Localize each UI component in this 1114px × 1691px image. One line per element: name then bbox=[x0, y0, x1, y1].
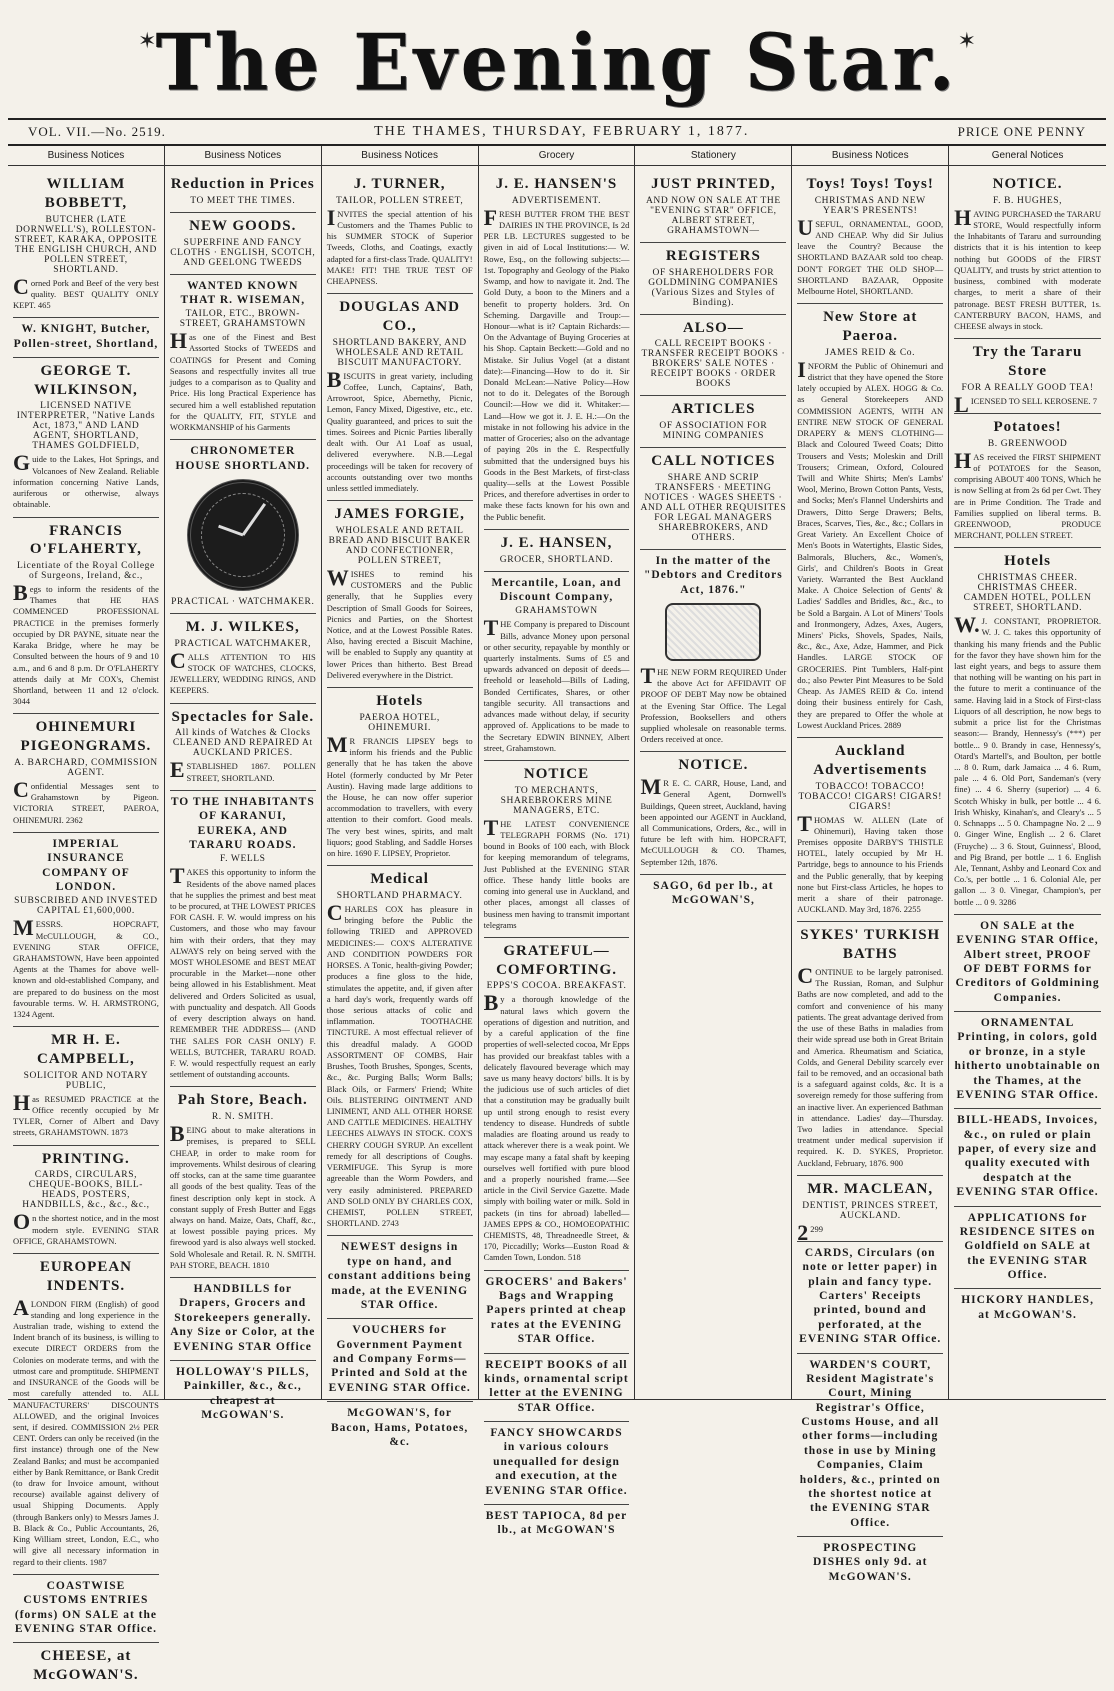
advertisement bbox=[797, 304, 943, 738]
advertisement-headline: NOTICE. bbox=[678, 757, 749, 774]
advertisement bbox=[327, 866, 473, 1236]
advertisement-headline: New Store at Paeroa. bbox=[823, 309, 918, 345]
column-heading: General Notices bbox=[949, 146, 1106, 166]
advertisement bbox=[170, 1278, 316, 1361]
column-2 bbox=[165, 146, 322, 1422]
advertisement-headline: Potatoes! bbox=[993, 418, 1062, 435]
advertisement-subhead: Licentiate of the Royal College of Surgeons, Ireland, &c., bbox=[17, 561, 155, 581]
advertisement-subhead: GRAHAMSTOWN bbox=[515, 606, 598, 617]
advertisement bbox=[170, 614, 316, 704]
advertisement-headline: Hotels bbox=[1004, 553, 1051, 570]
advertisement bbox=[484, 171, 630, 530]
advertisement-headline: Auckland Advertisements bbox=[813, 743, 928, 778]
advertisement-body: HAS received the FIRST SHIPMENT of POTATOES for the Season, comprising ABOUT 400 TONS, Which he is now Selling at from 2s 6d per Cwt. They are in Prime Condition. The Trade and Families supplied on liberal terms. B. GREENWOOD, PRODUCE MERCHANT, POLLEN STREET. bbox=[954, 447, 1102, 541]
advertisement bbox=[640, 875, 786, 914]
advertisement bbox=[170, 1361, 316, 1429]
advertisement-body: CALLS ATTENTION TO HIS STOCK OF WATCHES, CLOCKS, JEWELLERY, WEDDING RINGS, AND KEEPERS. bbox=[169, 647, 316, 696]
column-heading: Stationery bbox=[635, 146, 791, 166]
advertisement bbox=[327, 688, 473, 866]
advertisement-body: MR FRANCIS LIPSEY begs to inform his friends and the Public generally that he has taken the above Hotel (formerly conducted by Mr Peter Austin). Having made large additions to the House, he can now offer superior accommodation to travellers, with every attention to their comfort. Good meals. The very best wines, spirits, and malt liquors; good Stabling, and Saddle Horses on hire. 1690 F. LIPSEY, Proprietor. bbox=[326, 731, 473, 859]
advertisement bbox=[484, 938, 630, 1271]
column-heading: Business Notices bbox=[322, 146, 478, 166]
column-heading: Business Notices bbox=[165, 146, 321, 166]
advertisement-headline: GRATEFUL—COMFORTING. bbox=[496, 942, 617, 978]
advertisement-body: Has RESUMED PRACTICE at the Office recently occupied by Mr TYLER, Corner of Albert and Davy streets, GRAHAMSTOWN. 1873 bbox=[13, 1089, 159, 1138]
advertisement bbox=[640, 396, 786, 448]
column-heading: Business Notices bbox=[8, 146, 164, 166]
masthead bbox=[8, 8, 1106, 118]
advertisement-subhead: JAMES REID & Co. bbox=[825, 347, 916, 358]
advertisement bbox=[797, 1242, 943, 1354]
advertisement bbox=[13, 171, 159, 318]
advertisement-headline: WARDEN'S COURT, Resident Magistrate's Court, Mining Registrar's Office, Customs House, and all other forms—including those in use by Mining Companies, Claim holders, &c., printed on the shortest notice at the EVENING STAR Office. bbox=[799, 1358, 941, 1529]
advertisement bbox=[170, 275, 316, 441]
advertisement-subhead: CHRISTMAS CHEER. CHRISTMAS CHEER. CAMDEN HOTEL, POLLEN STREET, SHORTLAND. bbox=[963, 573, 1092, 614]
advertisement-headline: PRINTING. bbox=[42, 1150, 130, 1167]
advertisement-body: Corned Pork and Beef of the very best quality. BEST QUALITY ONLY KEPT. 465 bbox=[13, 273, 159, 310]
advertisement-subhead: SOLICITOR AND NOTARY PUBLIC, bbox=[23, 1070, 149, 1091]
advertisement-headline: TO THE INHABITANTS OF KARANUI, EUREKA, AND TARARU ROADS. bbox=[170, 795, 315, 851]
advertisement-body: MR E. C. CARR, House, Land, and General Agent, Dornwell's Buildings, Queen street, Auckland, having been appointed our AGENT in Auckland, all Communications, Orders, &c., will in future be left with him. HOPCRAFT, McCULLOUGH & CO. Thames, September 12th, 1876. bbox=[640, 774, 787, 867]
advertisement bbox=[170, 1087, 316, 1278]
advertisement-headline: J. TURNER, bbox=[353, 176, 446, 192]
clock-icon bbox=[187, 479, 299, 591]
advertisement-subhead: CHRISTMAS AND NEW YEAR'S PRESENTS! bbox=[814, 195, 926, 216]
advertisement bbox=[13, 833, 159, 1027]
advertisement-headline: In the matter of the "Debtors and Creditors Act, 1876." bbox=[644, 554, 783, 596]
advertisement bbox=[170, 213, 316, 275]
advertisement-subhead: CALL RECEIPT BOOKS · TRANSFER RECEIPT BOOKS · BROKERS' SALE NOTES · RECEIPT BOOKS · ORDER BOOKS bbox=[641, 339, 786, 390]
advertisement bbox=[954, 339, 1101, 417]
advertisement bbox=[954, 414, 1101, 549]
advertisement-subhead: GROCER, SHORTLAND. bbox=[499, 554, 614, 565]
advertisement-headline: Mercantile, Loan, and Discount Company, bbox=[491, 576, 622, 603]
advertisement-subhead: PAEROA HOTEL, OHINEMURI. bbox=[359, 712, 440, 733]
advertisement bbox=[13, 1146, 159, 1254]
column-3 bbox=[322, 146, 479, 1448]
advertisement bbox=[484, 572, 630, 761]
advertisement bbox=[954, 171, 1101, 339]
advertisement-body: CHARLES COX has pleasure in bringing before the Public the following TRIED and APPROVED MEDICINES:— COX'S ALTERATIVE AND CONDITION POWDERS FOR HORSES. A Tonic, health-giving Powder; produces a fine gloss to the hide, stimulates the appetite, and, if given after a hard day's work, frequently wards off those serious attacks of colic and inflammation. TOOTHACHE TINCTURE. A most effectual reliever of this dreadful malady. A GOOD ASSORTMENT OF COMBS, Hair Brushes, Tooth Brushes, Sponges, Scents, &c., &c. Purging Balls; Worm Balls; Black Oils, or Farmers' Friend; White Oils. BLISTERING OINTMENT AND LINIMENT, AND ALL OTHER HORSE AND CATTLE MEDICINES. HEALTHY LEECHES ALWAYS IN STOCK. COX'S CHERRY COUGH SYRUP. An excellent remedy for all descriptions of Coughs. VERMIFUGE. This Syrup is more agreeable than the Worm Powders, and very easily administered. PREPARED AND SOLD ONLY BY CHARLES COX, CHEMIST, POLLEN STREET, SHORTLAND. 2743 bbox=[326, 900, 473, 1229]
star-ornament-icon: ✶ bbox=[138, 28, 157, 53]
advertisement-body: On the shortest notice, and in the most modern style. EVENING STAR OFFICE, GRAHAMSTOWN. bbox=[13, 1209, 159, 1246]
advertisement-subhead: BUTCHER (LATE DORNWELL'S), ROLLESTON-STREET, KARAKA, OPPOSITE THE ENGLISH CHURCH, AND POLLEN STREET, SHORTLAND. bbox=[14, 214, 158, 275]
advertisement-body: MESSRS. HOPCRAFT, McCULLOUGH, & CO., EVENING STAR OFFICE, GRAHAMSTOWN, Have been appointed Agents at the Thames for above well-known and old-established Company, and are prepared to do business on the most favourable terms. W. H. ARMSTRONG, 1324 Agent. bbox=[13, 915, 159, 1020]
advertisement-subhead: EPPS'S COCOA. BREAKFAST. bbox=[486, 981, 627, 992]
advertisement-headline: M. J. WILKES, bbox=[185, 618, 300, 635]
advertisement-subhead: SHARE AND SCRIP TRANSFERS · MEETING NOTICES · WAGES SHEETS · AND ALL OTHER REQUISITES FOR LEGAL MANAGERS SHAREBROKERS, AND OTHERS. bbox=[640, 472, 787, 543]
advertisement-headline: CALL NOTICES bbox=[651, 453, 776, 469]
advertisement-subhead: TO MERCHANTS, SHAREBROKERS MINE MANAGERS, ETC. bbox=[500, 785, 613, 816]
advertisement-headline: NEWEST designs in type on hand, and constant additions being made, at the EVENING STAR Office. bbox=[327, 1241, 472, 1311]
advertisement-headline: Reduction in Prices bbox=[170, 176, 315, 192]
advertisement-subhead: SHORTLAND PHARMACY. bbox=[336, 891, 463, 902]
advertisement-subhead: CARDS, CIRCULARS, CHEQUE-BOOKS, BILL-HEADS, POSTERS, HANDBILLS, &c., &c., &c., bbox=[22, 1170, 150, 1211]
columns bbox=[8, 146, 1106, 1684]
advertisement-headline: CARDS, Circulars (on note or letter paper) in plain and fancy type. Carters' Receipts printed, bound and perforated, at the EVENING STAR Office. bbox=[799, 1246, 942, 1346]
advertisement-headline: EUROPEAN INDENTS. bbox=[39, 1259, 133, 1294]
advertisement bbox=[954, 1207, 1101, 1290]
dateline bbox=[8, 118, 1106, 146]
advertisement-headline: ALSO— bbox=[682, 319, 744, 336]
advertisement bbox=[954, 1289, 1101, 1328]
place-date: THE THAMES, THURSDAY, FEBRUARY 1, 1877. bbox=[374, 124, 750, 139]
advertisement bbox=[954, 1109, 1101, 1206]
advertisement-headline: WANTED KNOWN THAT R. WISEMAN, bbox=[180, 279, 306, 306]
advertisement-headline: SAGO, 6d per lb., at McGOWAN'S, bbox=[653, 879, 774, 907]
advertisement bbox=[484, 761, 630, 938]
advertisement bbox=[170, 440, 316, 614]
advertisement-headline: CHEESE, at McGOWAN'S. bbox=[33, 1648, 139, 1684]
advertisement bbox=[954, 548, 1101, 914]
advertisement-body: Confidential Messages sent to Grahamstown by Pigeon. VICTORIA STREET, PAEROA, OHINEMURI. 2362 bbox=[13, 776, 159, 825]
advertisement bbox=[797, 922, 943, 1175]
advertisement-headline: HICKORY HANDLES, at McGOWAN'S. bbox=[961, 1294, 1094, 1321]
advertisement-headline: JUST PRINTED, bbox=[651, 176, 776, 192]
advertisement-headline: DOUGLAS AND CO., bbox=[339, 299, 460, 335]
advertisement-body: WISHES to remind his CUSTOMERS and the Public generally, that he Supplies every Description of Small Goods for Soirees, Picnics and Parties, on the Shortest Notice, and at the Lowest Possible Rates. Also, having erected a Biscuit Machine, will be enabled to Supply any quantity at lower Prices than hitherto. Best Bread Delivered everywhere in the District. bbox=[326, 564, 473, 680]
advertisement-headline: RECEIPT BOOKS of all kinds, ornamental script letter at the EVENING STAR Office. bbox=[484, 1358, 629, 1414]
advertisement-subhead: TAILOR, ETC., BROWN-STREET, GRAHAMSTOWN bbox=[179, 309, 306, 330]
advertisement-headline: ORNAMENTAL Printing, in colors, gold or bronze, in a style hitherto unobtainable on the Thames, at the EVENING STAR Office. bbox=[954, 1017, 1101, 1101]
advertisement-subhead: ADVERTISEMENT. bbox=[511, 195, 602, 206]
advertisement bbox=[954, 915, 1101, 1012]
advertisement bbox=[13, 518, 159, 715]
advertisement-headline: FRANCIS O'FLAHERTY, bbox=[29, 522, 142, 558]
advertisement-body: FRESH BUTTER FROM THE BEST DAIRIES IN THE PROVINCE, Is 2d PER LB. LECTURES suggested to be given in aid of Local Institutions:— W. Rowe, Esq., on the following subjects:—1st. Topography and Geology of the Piako Swamp, and how to navigate it. 2nd. The Gold Duty, a boon to the Miners and a benefit to property holders. 3rd. On Scheming. Dargaville and Troup:—Honour—what is it? Captain Richards:—On the Advantage of Buying Groceries at his Shop. Captain Beckett:—Gold and no Mistake. Sir Julius Vogel (at a distant date):—Financing—How to do it. Sir Donald McLean:—Native Policy—How not to do it. Delegates of the Borough Council:—How we did it. Whitaker:—Land—How we got it. J. E. H.:—On the mistake in not following his advice in the matter of Groceries; also on the advantage of paying 20s in the £. Respectfully submitted that the undersigned buys his Goods in the Best Markets, of first-class quality—sells at the Lowest Possible Prices, and therefore advertises in order to make these facts known for his own and the Public benefit. bbox=[483, 204, 630, 522]
advertisement-body: HAVING PURCHASED the TARARU STORE, Would respectfully inform the Inhabitants of Tararu and surrounding districts that it is his intention to keep nothing but GOODS of the FIRST QUALITY, and trusts by strict attention to business, combined with moderate charges, to merit a share of their patronage. BEST FRESH BUTTER, 1s. CANTERBURY BACON, HAMS, and CHEESE always in stock. bbox=[954, 204, 1102, 331]
advertisement-headline: REGISTERS bbox=[665, 247, 761, 264]
advertisement-subhead: All kinds of Watches & Clocks CLEANED AND REPAIRED At AUCKLAND PRICES. bbox=[172, 728, 313, 759]
advertisement-body: BISCUITS in great variety, including Coffee, Lunch, Captains', Bath, Arrowroot, Spice, Abernethy, Picnic, Lemon, Fancy Mixed, Digestive, etc., etc. Quality guaranteed, and prices to suit the times. Soirees and Picnic Parties liberally dealt with. Our A1 Loaf as usual, delivered everywhere. N.B.—Legal proceedings will be taken for recovery of accounts outstanding over two months unless settled immediately. bbox=[326, 366, 473, 493]
advertisement bbox=[640, 243, 786, 315]
advertisement-headline: Medical bbox=[370, 871, 429, 888]
advertisement bbox=[13, 1643, 159, 1691]
advertisement bbox=[640, 171, 786, 243]
advertisement-body: W.J. CONSTANT, PROPRIETOR. W. J. C. takes this opportunity of thanking his many friends and the Public for the favor they have shown him for the last eight years, and begs to assure them that nothing will be wanting on his part in the future to merit a continuance of the same. Having laid in a Stock of First-class Liquors of all description, he now begs to submit a price list for the Christmas season:— Brandy, Hennessy's (***) per bottle... 9 0. Brandy in case, Hennessy's, Otard's Martell's, and Boulton, per bottle ... 8 0. Rum, dark Jamaica ... 4 6. Rum, pale ... 4 6. Old Port, Sandeman's (very fine) ... 4 6. Sherry (superior) ... 4 6. Scotch Whisky in bulk, per bottle ... 4 6. Irish Whisky, Kinahan's, and Cleary's ... 5 0. Schnapps ... 5 0. Champagne No. 2 ... 9 0. Ginger Wine, English ... 2 6. Claret (Fruyche) ... 3 6. Stout, Guinness', Blood, and Pig Brand, per bottle ... 1 6. English Ale, Tennant, Ashby and Leonard Cox and Co.'s, per bottle ... 1 6. Colonial Ale, per gallon ... 3 0. Vinegar, Champion's, per bottle ... 0 9. 3286 bbox=[954, 612, 1102, 907]
advertisement-body: By a thorough knowledge of the natural laws which govern the operations of digestion and nutrition, and by a careful application of the fine properties of well-selected cocoa, Mr Epps has provided our breakfast tables with a delicately flavoured beverage which may save us many heavy doctors' bills. It is by the judicious use of such articles of diet that a constitution may be gradually built up until strong enough to resist every tendency to disease. Hundreds of subtle maladies are floating around us ready to attack wherever there is a weak point. We may escape many a fatal shaft by keeping ourselves well fortified with pure blood and a properly nourished frame.—See article in the Civil Service Gazette. Made simply with boiling water or milk. Sold in packets (in tins for abroad) labelled— JAMES EPPS & CO., HOMOEOPATHIC CHEMISTS, 48, Threadneedle Street, & 170, Piccadilly; Works—Euston Road & Camden Town, London. 518 bbox=[483, 990, 630, 1263]
advertisement bbox=[484, 530, 630, 572]
advertisement bbox=[797, 1537, 943, 1590]
advertisement bbox=[797, 171, 943, 304]
advertisement-headline: GEORGE T. WILKINSON, bbox=[34, 362, 138, 398]
advertisement bbox=[13, 1254, 159, 1575]
column-heading: Business Notices bbox=[792, 146, 948, 166]
advertisement-body: THE LATEST CONVENIENCE TELEGRAPH FORMS (No. 171) bound in Books of 100 each, with Block for keeping memorandum of telegrams, Just Published at the EVENING STAR office. These handy little books are coming into general use in Auckland, and other places, amongst all classes of business men having to transmit important telegrams bbox=[483, 814, 630, 930]
advertisement-subhead: A. BARCHARD, COMMISSION AGENT. bbox=[14, 757, 158, 778]
advertisement-body: INFORM the Public of Ohinemuri and district that they have opened the Store lately occupied by ALEX. HOGG & Co. as General Storekeepers AND COMMISSION AGENTS, WITH AN ENTIRE NEW STOCK OF GENERAL DRAPERY & MEN'S CLOTHING— Black and Coloured Tweed Coats; Ditto Trousers and Vests; Moleskin and Drill Trousers; Crimean, Oxford, Coloured Twill and White Shirts; Men's Lambs' Wool, Merino, Brown Cotton Pants, Vests, and Socks; Men's Flannel Undershirts and Drawers, Ditto Serge Drawers; Belts, Braces, Scarves, Ties, &c., &c.; Collars in Great Variety. An Excellent Choice of Men's Boots in Watertights, Elastic Sides, Balmorals, Bluchers, &c., Women's, Girls', and Children's Boots in Great Variety. Warranted the Best Auckland Make. A Choice Selection of Gents' & Ladies' Saddles and Bridles, &c., &c., to be Sold a Bargain. A Lot of Miners' Tools and Ironmongery, Adzes, Axes, Augers, Miners' Picks, Shovels, Spades, Nails, &c., &c., Axe, Adze, Hammer, and Pick Handles. LARGE STOCK OF GROCERIES. Pint Tumblers, Half-pint do.; also Pewter Pint Measures to be Sold Cheap. As JAMES REID & Co. intend doing their business entirely for Cash, they are prepared to Offer the whole at Lowest Auckland Prices. 2889 bbox=[797, 356, 944, 730]
advertisement-headline: NOTICE. bbox=[992, 176, 1063, 192]
clock-dial bbox=[201, 493, 285, 577]
column-heading: Grocery bbox=[479, 146, 635, 166]
advertisement bbox=[13, 1027, 159, 1145]
crest-ornament-icon bbox=[665, 603, 761, 661]
advertisement-subhead: PRACTICAL · WATCHMAKER. bbox=[171, 596, 315, 607]
advertisement-body: BEING about to make alterations in premises, is prepared to SELL CHEAP, in order to make room for improvements. Whilst desirous of clearing off stocks, can at the same time guarantee all goods of the best quality. Teas of the finest description only kept in stock. A constant supply of Fresh Butter and Eggs always on hand. Maize, Oats, Chaff, &c., at lowest possible paying prices. My firewood yard is also always well stocked. Sold Wholesale and Retail. R. N. SMITH. PAH STORE, BEACH. 1810 bbox=[169, 1121, 316, 1270]
column-4 bbox=[479, 146, 636, 1537]
advertisement-subhead: B. GREENWOOD bbox=[987, 438, 1068, 449]
advertisement-subhead: SUBSCRIBED AND INVESTED CAPITAL £1,600,000. bbox=[14, 896, 158, 917]
advertisement-subhead: R. N. SMITH. bbox=[211, 1112, 274, 1123]
advertisement bbox=[797, 1176, 943, 1245]
advertisement-headline: Toys! Toys! Toys! bbox=[806, 176, 934, 192]
advertisement bbox=[640, 752, 786, 875]
advertisement-headline: VOUCHERS for Government Payment and Company Forms—Printed and Sold at the EVENING STAR Office. bbox=[328, 1324, 471, 1394]
advertisement-headline: McGOWAN'S, for Bacon, Hams, Potatoes, &c. bbox=[330, 1407, 469, 1448]
advertisement-subhead: TAILOR, POLLEN STREET, bbox=[335, 195, 464, 206]
advertisement bbox=[13, 358, 159, 518]
advertisement-subhead: TO MEET THE TIMES. bbox=[190, 195, 296, 206]
advertisement-subhead: SUPERFINE AND FANCY CLOTHS · ENGLISH, SCOTCH, AND GEELONG TWEEDS bbox=[170, 237, 316, 268]
advertisement-headline: Hotels bbox=[376, 693, 424, 710]
price: PRICE ONE PENNY bbox=[957, 124, 1086, 139]
advertisement bbox=[640, 448, 786, 550]
advertisement bbox=[327, 1236, 473, 1319]
advertisement bbox=[640, 315, 786, 397]
advertisement-headline: NOTICE bbox=[523, 766, 590, 782]
advertisement-body: Guide to the Lakes, Hot Springs, and Volcanoes of New Zealand. Reliable information concerning Native Lands, auriferous or otherwise, always obtainable. bbox=[13, 450, 159, 510]
advertisement-body: 2299 bbox=[797, 1219, 824, 1245]
advertisement-subhead: WHOLESALE AND RETAIL BREAD AND BISCUIT BAKER AND CONFECTIONER, POLLEN STREET, bbox=[328, 525, 471, 566]
advertisement bbox=[170, 704, 316, 791]
advertisement-headline: MR H. E. CAMPBELL, bbox=[37, 1032, 135, 1067]
advertisement-headline: APPLICATIONS for RESIDENCE SITES on Goldfield on SALE at the EVENING STAR Office. bbox=[959, 1211, 1096, 1282]
column-1 bbox=[8, 146, 165, 1684]
advertisement bbox=[640, 550, 786, 753]
advertisement bbox=[797, 1354, 943, 1538]
advertisement-body: Begs to inform the residents of the Thames that HE HAS COMMENCED PROFESSIONAL PRACTICE in the premises formerly occupied by DR PAYNE, situate near the Karaka Bridge, where he may be Consulted between the hours of 9 and 10 a.m., and 6 and 8 p.m. Dr O'FLAHERTY attends daily at Mr COX's, Chemist Shortland, between 11 and 12 o'clock. 3044 bbox=[13, 580, 159, 707]
advertisement bbox=[484, 1354, 630, 1423]
advertisement bbox=[797, 738, 943, 922]
advertisement-headline: HOLLOWAY'S PILLS, Painkiller, &c., &c., cheapest at McGOWAN'S. bbox=[176, 1365, 310, 1422]
advertisement-headline: SYKES' TURKISH BATHS bbox=[800, 927, 941, 963]
advertisement-headline: J. E. HANSEN, bbox=[500, 534, 613, 551]
advertisement bbox=[170, 171, 316, 213]
advertisement-headline: BILL-HEADS, Invoices, &c., on ruled or plain paper, of every size and quality executed with despatch at the EVENING STAR Office. bbox=[956, 1114, 1099, 1199]
advertisement-subhead: AND NOW ON SALE AT THE "EVENING STAR" OFFICE, ALBERT STREET, GRAHAMSTOWN— bbox=[645, 195, 781, 236]
advertisement bbox=[327, 1319, 473, 1402]
advertisement bbox=[484, 1422, 630, 1505]
advertisement bbox=[13, 1575, 159, 1644]
advertisement-headline: Try the Tararu Store bbox=[972, 344, 1083, 379]
advertisement-headline: ON SALE at the EVENING STAR Office, Albert street, PROOF OF DEBT FORMS for Creditors of Goldmining Companies. bbox=[955, 919, 1100, 1004]
advertisement-body: ESTABLISHED 1867. POLLEN STREET, SHORTLAND. bbox=[169, 757, 316, 783]
advertisement-subhead: OF ASSOCIATION FOR MINING COMPANIES bbox=[659, 421, 768, 441]
advertisement bbox=[170, 791, 316, 1088]
advertisement-subhead: SHORTLAND BAKERY, AND WHOLESALE AND RETAIL BISCUIT MANUFACTORY. bbox=[332, 337, 467, 368]
advertisement bbox=[327, 294, 473, 501]
advertisement-headline: GROCERS' and Bakers' Bags and Wrapping Papers printed at cheap rates at the EVENING STAR Office. bbox=[485, 1275, 628, 1346]
advertisement-body: THE Company is prepared to Discount Bills, advance Money upon personal or other security, repayable by monthly or quarterly instalments. Sums of £5 and upwards advanced on deposit of deeds—freehold or leasehold—Bills of Lading, Bonded Certificates, Shares, or other tangible security. All transactions and advances made without delay, if security approved of. Applications to be made to the Secretary EDWIN BINNEY, Albert street, Grahamstown. bbox=[483, 615, 630, 753]
advertisement-subhead: DENTIST, PRINCES STREET, AUCKLAND. bbox=[802, 1200, 939, 1221]
advertisement-headline: JAMES FORGIE, bbox=[334, 506, 465, 523]
advertisement-body: ALONDON FIRM (English) of good standing and long experience in the Australian trade, wishing to extend the Indent branch of its business, is willing to execute DIRECT ORDERS from the Colonies on moderate terms, and with the utmost care and promptitude. SHIPMENT and INSURANCE of the Goods will be most carefully attended to. ALL MANUFACTURERS' DISCOUNTS ALLOWED, and the original Invoices sent, if desired. COMMISSION 2½ PER CENT. Orders can only be received (in the first instance) through one of the New Zealand Banks; and must be accompanied either by Bank Remittance, or Bank Credit (to draw for Invoice amount, without recourse) available against delivery of usual Shipping Documents. Apply (through Bankers only) to Messrs James J. B. Black & Co., Public Accountants, 26, King William street, London, E.C., who will give all necessary information in regard to their clients. 1987 bbox=[13, 1294, 159, 1567]
column-6 bbox=[792, 146, 949, 1583]
advertisement bbox=[327, 1402, 473, 1455]
advertisement-subhead: F. WELLS bbox=[220, 854, 266, 865]
column-5 bbox=[635, 146, 792, 1399]
advertisement-headline: OHINEMURI PIGEONGRAMS. bbox=[20, 719, 152, 755]
advertisement-body: THOMAS W. ALLEN (Late of Ohinemuri), Having taken those Premises opposite DARBY'S THISTLE HOTEL, lately occupied by Mr H. Partridge, begs to announce to his Friends and the Public generally, that by keeping none but First-class Articles, he hopes to merit a share of their patronage. AUCKLAND. May 3rd, 1876. 2255 bbox=[797, 810, 944, 915]
advertisement bbox=[484, 1271, 630, 1354]
advertisement-subhead: TOBACCO! TOBACCO! TOBACCO! CIGARS! CIGARS! CIGARS! bbox=[798, 781, 942, 812]
advertisement bbox=[327, 171, 473, 294]
advertisement-body: LICENSED TO SELL KEROSENE. 7 bbox=[954, 391, 1098, 417]
advertisement bbox=[484, 1505, 630, 1544]
advertisement-headline: CHRONOMETER HOUSE SHORTLAND. bbox=[175, 445, 311, 472]
volume-number: VOL. VII.—No. 2519. bbox=[28, 124, 166, 139]
advertisement-headline: MR. MACLEAN, bbox=[807, 1180, 934, 1197]
advertisement-headline: Spectacles for Sale. bbox=[171, 708, 315, 725]
advertisement bbox=[13, 318, 159, 358]
advertisement-headline: IMPERIAL INSURANCE COMPANY OF LONDON. bbox=[42, 837, 130, 893]
advertisement-subhead: LICENSED NATIVE INTERPRETER, "Native Lands Act, 1873," AND LAND AGENT, SHORTLAND, THAMES GOLDFIELD, bbox=[16, 401, 156, 452]
advertisement-headline: ARTICLES bbox=[671, 401, 756, 418]
advertisement-headline: WILLIAM BOBBETT, bbox=[44, 176, 128, 211]
advertisement-body: THE NEW FORM REQUIRED Under the above Act for AFFIDAVIT OF PROOF OF DEBT May now be obtained at the Evening Star Office. The Legal Profession, Booksellers and others supplied wholesale on reasonable terms. Orders received at once. bbox=[640, 662, 787, 745]
advertisement-body: TAKES this opportunity to inform the Residents of the above named places that he supplies the primest and best meat to be procured, at THE LOWEST PRICES FOR CASH. F. W. would impress on his Customers, and those who may favour him with their orders, that they may ALWAYS rely on being served with the MOST WHOLESOME and BEST MEAT procurable in the Market—none other being allowed in his Establishment. Meat delivered and Orders Solicited as usual, with punctuality and despatch. All Goods of every description always on hand. REMEMBER THE ADDRESS— (AND THE SALES FOR CASH ONLY) F. WELLS, BUTCHER, TARARU ROAD. F. W. would respectfully request an early settlement of outstanding accounts. bbox=[169, 863, 316, 1080]
advertisement-body: Has one of the Finest and Best Assorted Stocks of TWEEDS and COATINGS for Present and Coming Seasons and respectfully invites all true judges to a comparison as to Quality and Price. His long Practical Experience has secured him a well established reputation for the QUALITY, FIT, STYLE and WORKMANSHIP of his Garments bbox=[169, 328, 316, 432]
advertisement-subhead: OF SHAREHOLDERS FOR GOLDMINING COMPANIES (Various Sizes and Styles of Binding). bbox=[648, 267, 779, 308]
advertisement-headline: FANCY SHOWCARDS in various colours unequalled for design and execution, at the EVENING STAR Office. bbox=[485, 1427, 628, 1497]
advertisement-headline: COASTWISE CUSTOMS ENTRIES (forms) ON SALE at the EVENING STAR Office. bbox=[14, 1579, 157, 1635]
advertisement bbox=[13, 714, 159, 832]
advertisement-body: USEFUL, ORNAMENTAL, GOOD, AND CHEAP. Why did Sir Julius leave the Country? Because the SHORTLAND BAZAAR sold too cheap. DON'T FORGET THE OLD SHOP— SHORTLAND BAZAAR, Opposite Melbourne Hotel, SHORTLAND. bbox=[797, 214, 944, 297]
advertisement-headline: HANDBILLS for Drapers, Grocers and Storekeepers generally. Any Size or Color, at the EVENING STAR Office bbox=[170, 1283, 316, 1353]
advertisement-body: CONTINUE to be largely patronised. The Russian, Roman, and Sulphur Baths are now completed, and add to the comfort and convenience of his many patients. The great advantage derived from the use of these Baths in maladies from their wide spread use both in Great Britain and America. Rheumatism and Sciatica, Colds, and General Debility scarcely ever fail to be removed, and an occasional bath is a safeguard against colds, &c. It is a sovereign remedy for those suffering from an inactive liver. An experienced Bathman in attendance. Ladies' day—Thursday. Two ladies in attendance. Special treatment under medical supervision if required. K. D. SYKES, Proprietor. Auckland, February, 1876. 900 bbox=[797, 962, 944, 1168]
advertisement-subhead: F. B. HUGHES, bbox=[993, 195, 1063, 206]
advertisement-subhead: FOR A REALLY GOOD TEA! bbox=[961, 382, 1094, 393]
advertisement-body: INVITES the special attention of his Customers and the Thames Public to his SUMMER STOCK of Superior Tweeds, Cloths, and Coatings, exactly adapted for a first-class Trade. QUALITY! MAKE! FIT! THE TRUE TEST OF CHEAPNESS. bbox=[326, 204, 473, 287]
advertisement bbox=[954, 1012, 1101, 1109]
column-7 bbox=[949, 146, 1106, 1399]
advertisement-headline: J. E. HANSEN'S bbox=[495, 176, 618, 192]
advertisement-headline: Pah Store, Beach. bbox=[177, 1092, 308, 1109]
newspaper-title: The Evening Star. bbox=[155, 17, 959, 109]
advertisement-headline: PROSPECTING DISHES only 9d. at McGOWAN'S. bbox=[812, 1542, 928, 1583]
advertisement-subhead: PRACTICAL WATCHMAKER, bbox=[174, 638, 312, 649]
advertisement bbox=[327, 501, 473, 688]
advertisement-headline: NEW GOODS. bbox=[189, 217, 297, 234]
star-ornament-icon: ✶ bbox=[957, 28, 976, 53]
advertisement-headline: W. KNIGHT, Butcher, Pollen-street, Shortland, bbox=[13, 323, 159, 350]
advertisement-headline: BEST TAPIOCA, 8d per lb., at McGOWAN'S bbox=[485, 1509, 628, 1537]
